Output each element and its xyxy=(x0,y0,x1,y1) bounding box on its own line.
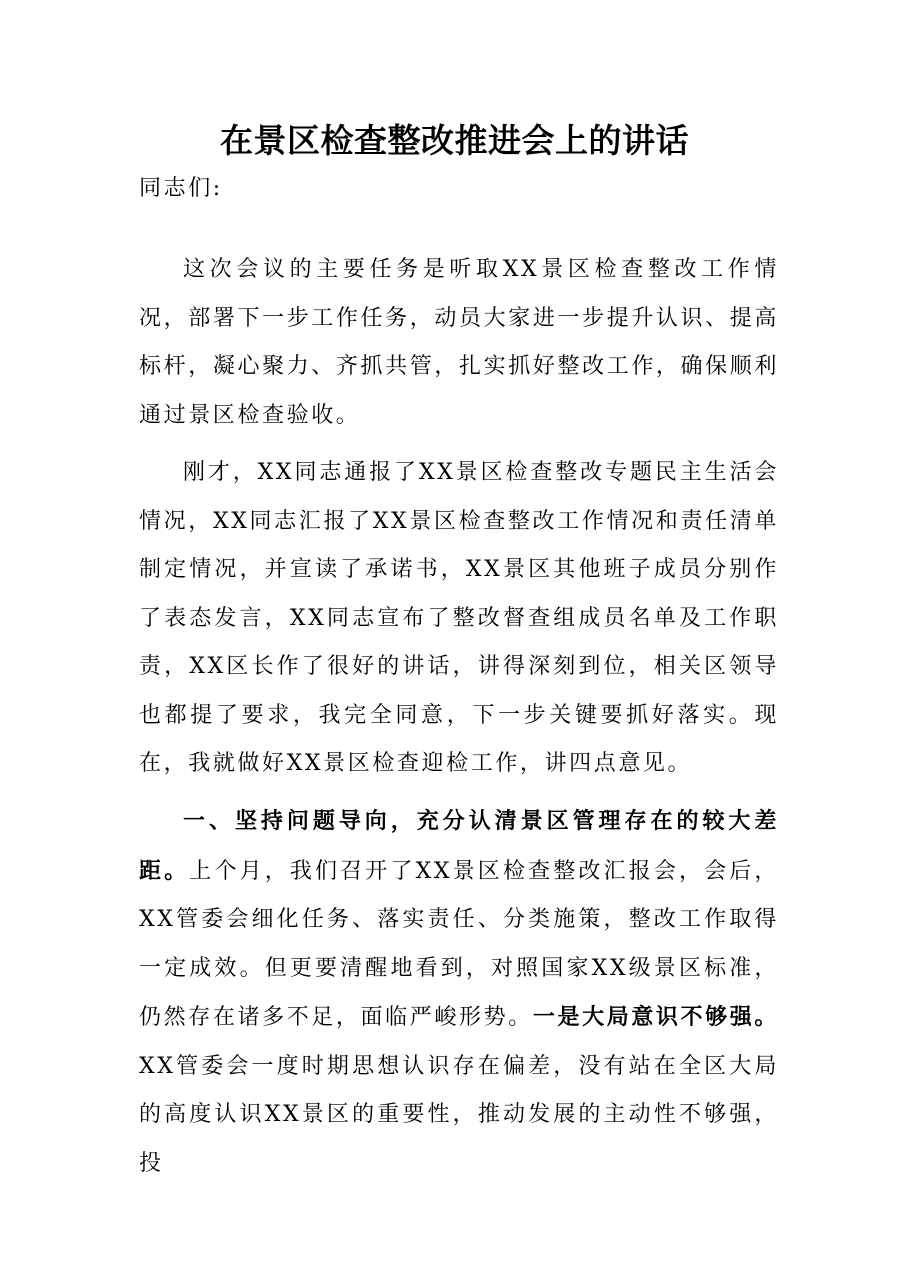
section-1-text-b: XX管委会一度时期思想认识存在偏差，没有站在全区大局的高度认识XX景区的重要性，推动发展的主动性不够强，投 xyxy=(139,1053,779,1176)
section-1-heading: 一、坚持问题导向，充分认清景区管理存在的较大差距。 xyxy=(139,808,779,884)
paragraph-2: 刚才，XX同志通报了XX景区检查整改专题民主生活会情况，XX同志汇报了XX景区检查整改工作情况和责任清单制定情况，并宣读了承诺书，XX景区其他班子成员分别作了表态发言，XX同志宣布了整改督查组成员名单及工作职责，XX区长作了很好的讲话，讲得深刻到位，相关区领导也都提了要求，我完全同意，下一步关键要抓好落实。现在，我就做好XX景区检查迎检工作，讲四点意见。 xyxy=(139,460,779,776)
document-title: 在景区检查整改推进会上的讲话 xyxy=(220,121,689,160)
section-1-text-a: 上个月，我们召开了XX景区检查整改汇报会，会后，XX管委会细化任务、落实责任、分类施策，整改工作取得一定成效。但更要清醒地看到，对照国家XX级景区标准，仍然存在诸多不足，面临严峻形势。 xyxy=(139,858,779,1030)
paragraph-1: 这次会议的主要任务是听取XX景区检查整改工作情况，部署下一步工作任务，动员大家进一步提升认识、提高标杆，凝心聚力、齐抓共管，扎实抓好整改工作，确保顺利通过景区检查验收。 xyxy=(139,257,779,428)
section-1-paragraph xyxy=(139,797,779,1188)
salutation: 同志们: xyxy=(139,176,223,201)
point-1-heading: 一是大局意识不够强。 xyxy=(532,1004,779,1030)
